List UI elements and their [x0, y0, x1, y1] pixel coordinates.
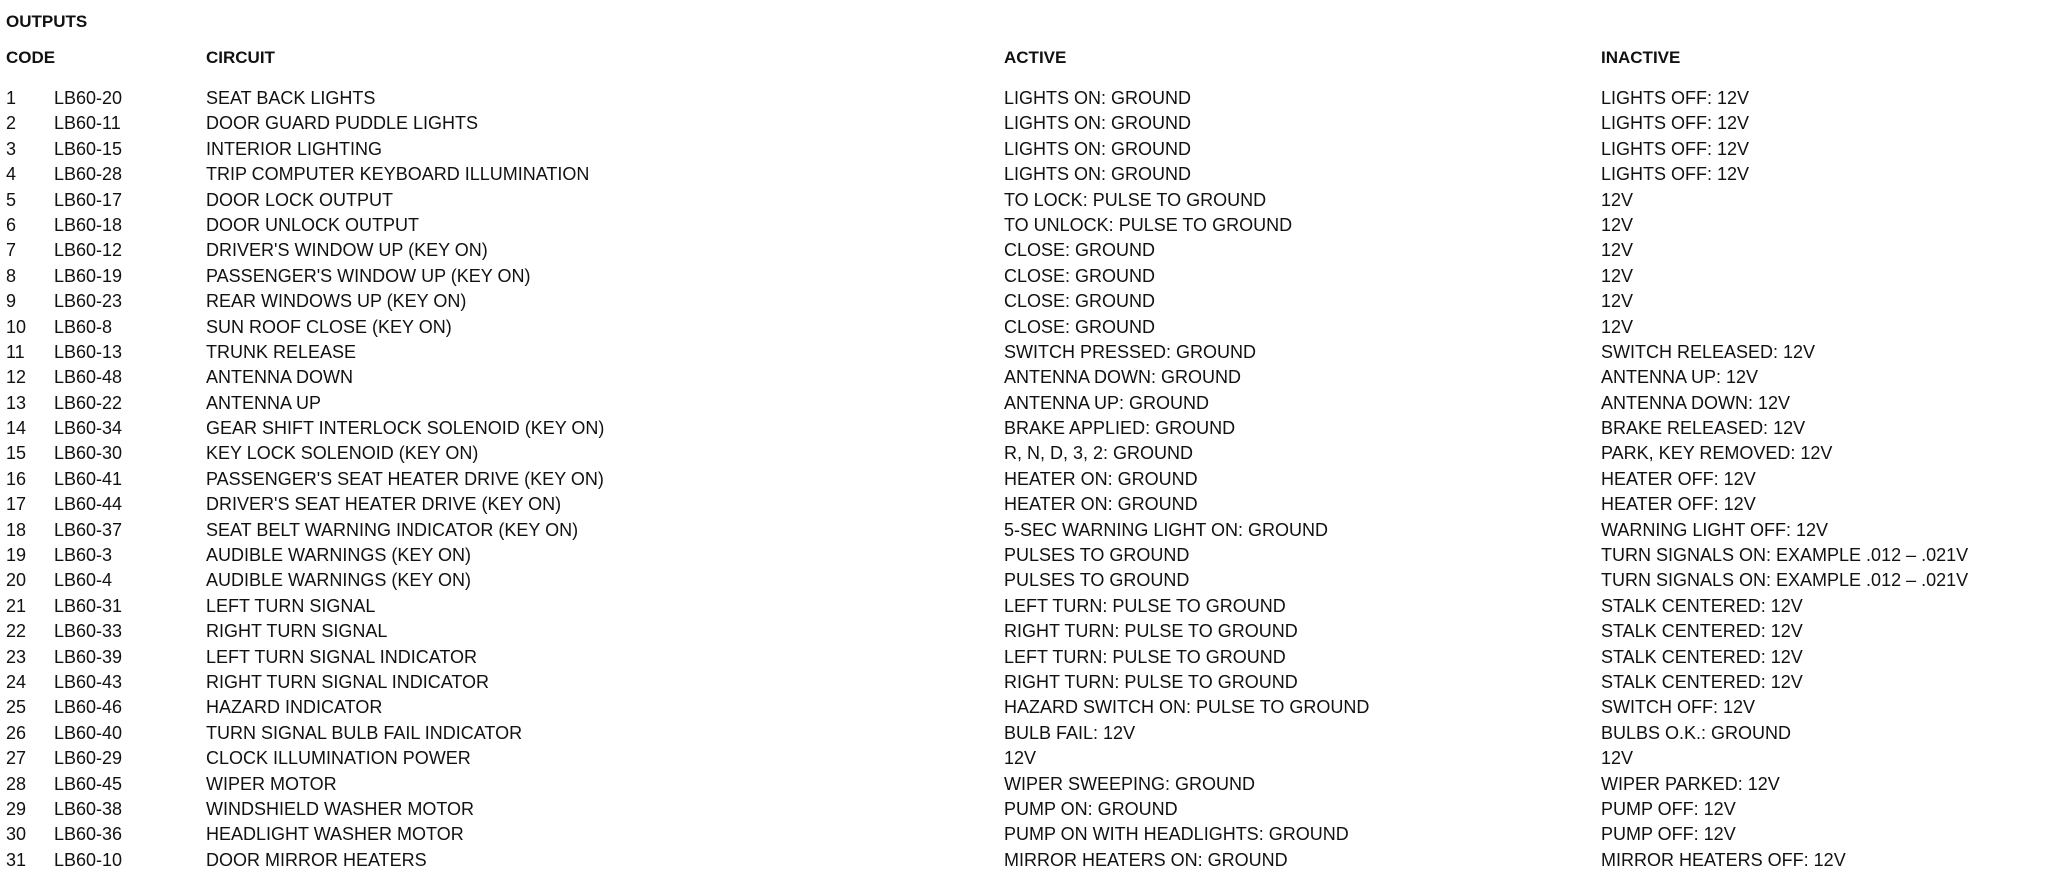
row-code: LB60-39 [54, 646, 123, 667]
row-circuit: HEADLIGHT WASHER MOTOR [206, 824, 464, 845]
table-row [0, 441, 2050, 466]
section-title: OUTPUTS [6, 12, 88, 31]
row-number: 13 [6, 392, 27, 413]
row-code: LB60-34 [54, 418, 123, 439]
row-number: 26 [6, 722, 27, 743]
row-circuit: WIPER MOTOR [206, 773, 337, 794]
row-active-state: BRAKE APPLIED: GROUND [1004, 418, 1236, 439]
table-row [0, 162, 2050, 187]
row-active-state: HEATER ON: GROUND [1004, 494, 1198, 515]
table-row [0, 340, 2050, 365]
row-active-state: TO UNLOCK: PULSE TO GROUND [1004, 214, 1293, 235]
row-code: LB60-41 [54, 468, 123, 489]
table-row [0, 645, 2050, 670]
table-row [0, 619, 2050, 644]
row-code: LB60-37 [54, 519, 123, 540]
row-code: LB60-22 [54, 392, 123, 413]
row-number: 17 [6, 494, 27, 515]
row-active-state: ANTENNA UP: GROUND [1004, 392, 1210, 413]
row-code: LB60-12 [54, 240, 123, 261]
row-active-state: CLOSE: GROUND [1004, 265, 1156, 286]
row-circuit: INTERIOR LIGHTING [206, 138, 383, 159]
row-code: LB60-36 [54, 824, 123, 845]
row-code: LB60-38 [54, 798, 123, 819]
row-active-state: TO LOCK: PULSE TO GROUND [1004, 189, 1267, 210]
row-inactive-state: LIGHTS OFF: 12V [1601, 138, 1750, 159]
row-active-state: PULSES TO GROUND [1004, 545, 1190, 566]
row-code: LB60-43 [54, 671, 123, 692]
row-inactive-state: PUMP OFF: 12V [1601, 824, 1736, 845]
row-circuit: SUN ROOF CLOSE (KEY ON) [206, 316, 452, 337]
table-row [0, 568, 2050, 593]
row-circuit: TRIP COMPUTER KEYBOARD ILLUMINATION [206, 164, 590, 185]
row-number: 5 [6, 189, 17, 210]
table-row [0, 238, 2050, 263]
row-number: 21 [6, 595, 27, 616]
row-active-state: HEATER ON: GROUND [1004, 468, 1198, 489]
row-circuit: PASSENGER'S SEAT HEATER DRIVE (KEY ON) [206, 468, 604, 489]
row-number: 1 [6, 88, 17, 108]
row-active-state: RIGHT TURN: PULSE TO GROUND [1004, 621, 1298, 642]
row-number: 11 [6, 341, 25, 362]
row-active-state: PUMP ON WITH HEADLIGHTS: GROUND [1004, 824, 1349, 845]
table-row [0, 188, 2050, 213]
row-inactive-state: WARNING LIGHT OFF: 12V [1601, 519, 1829, 540]
row-code: LB60-33 [54, 621, 123, 642]
row-code: LB60-15 [54, 138, 123, 159]
row-circuit: ANTENNA DOWN [206, 367, 354, 388]
row-active-state: 5-SEC WARNING LIGHT ON: GROUND [1004, 519, 1329, 540]
row-number: 10 [6, 316, 27, 337]
row-number: 30 [6, 824, 27, 845]
row-inactive-state: HEATER OFF: 12V [1601, 494, 1756, 515]
row-active-state: PUMP ON: GROUND [1004, 798, 1178, 819]
row-circuit: DRIVER'S WINDOW UP (KEY ON) [206, 240, 488, 261]
row-code: LB60-29 [54, 748, 123, 769]
row-circuit: HAZARD INDICATOR [206, 697, 383, 718]
row-inactive-state: BRAKE RELEASED: 12V [1601, 418, 1806, 439]
row-active-state: LEFT TURN: PULSE TO GROUND [1004, 595, 1286, 616]
row-circuit: PASSENGER'S WINDOW UP (KEY ON) [206, 265, 531, 286]
row-circuit: DOOR LOCK OUTPUT [206, 189, 394, 210]
row-code: LB60-30 [54, 443, 123, 464]
row-code: LB60-46 [54, 697, 123, 718]
row-circuit: DOOR GUARD PUDDLE LIGHTS [206, 113, 479, 134]
row-active-state: MIRROR HEATERS ON: GROUND [1004, 849, 1288, 870]
table-row [0, 772, 2050, 797]
row-inactive-state: PARK, KEY REMOVED: 12V [1601, 443, 1833, 464]
column-header-circuit: CIRCUIT [206, 48, 275, 67]
table-row [0, 594, 2050, 619]
row-inactive-state: 12V [1601, 240, 1634, 261]
row-number: 20 [6, 570, 27, 591]
row-code: LB60-40 [54, 722, 123, 743]
row-circuit: LEFT TURN SIGNAL [206, 595, 376, 616]
row-circuit: ANTENNA UP [206, 392, 322, 413]
row-inactive-state: SWITCH OFF: 12V [1601, 697, 1756, 718]
table-row [0, 416, 2050, 441]
row-number: 31 [6, 849, 27, 870]
row-inactive-state: SWITCH RELEASED: 12V [1601, 341, 1816, 362]
table-row [0, 391, 2050, 416]
row-circuit: DOOR MIRROR HEATERS [206, 849, 427, 870]
row-circuit: LEFT TURN SIGNAL INDICATOR [206, 646, 478, 667]
row-number: 14 [6, 418, 27, 439]
row-circuit: DOOR UNLOCK OUTPUT [206, 214, 420, 235]
row-inactive-state: PUMP OFF: 12V [1601, 798, 1736, 819]
row-number: 25 [6, 697, 27, 718]
row-inactive-state: WIPER PARKED: 12V [1601, 773, 1780, 794]
row-circuit: RIGHT TURN SIGNAL [206, 621, 388, 642]
row-active-state: LIGHTS ON: GROUND [1004, 88, 1192, 108]
row-active-state: LIGHTS ON: GROUND [1004, 138, 1192, 159]
row-number: 23 [6, 646, 27, 667]
row-number: 22 [6, 621, 27, 642]
column-header-active: ACTIVE [1004, 48, 1067, 67]
row-inactive-state: ANTENNA DOWN: 12V [1601, 392, 1791, 413]
row-circuit: GEAR SHIFT INTERLOCK SOLENOID (KEY ON) [206, 418, 605, 439]
row-code: LB60-23 [54, 291, 123, 312]
row-code: LB60-48 [54, 367, 123, 388]
row-circuit: WINDSHIELD WASHER MOTOR [206, 798, 475, 819]
row-inactive-state: STALK CENTERED: 12V [1601, 595, 1803, 616]
row-circuit: SEAT BACK LIGHTS [206, 88, 376, 108]
row-inactive-state: 12V [1601, 265, 1634, 286]
table-row [0, 365, 2050, 390]
row-circuit: AUDIBLE WARNINGS (KEY ON) [206, 545, 472, 566]
row-number: 8 [6, 265, 17, 286]
row-number: 28 [6, 773, 27, 794]
row-code: LB60-19 [54, 265, 123, 286]
row-active-state: RIGHT TURN: PULSE TO GROUND [1004, 671, 1298, 692]
table-row [0, 670, 2050, 695]
table-row [0, 721, 2050, 746]
table-row [0, 543, 2050, 568]
row-code: LB60-20 [54, 88, 123, 108]
row-number: 7 [6, 240, 17, 261]
table-row [0, 822, 2050, 847]
row-circuit: TURN SIGNAL BULB FAIL INDICATOR [206, 722, 523, 743]
row-circuit: REAR WINDOWS UP (KEY ON) [206, 291, 467, 312]
row-inactive-state: BULBS O.K.: GROUND [1601, 722, 1792, 743]
row-number: 2 [6, 113, 17, 134]
row-code: LB60-13 [54, 341, 123, 362]
row-code: LB60-31 [54, 595, 123, 616]
row-number: 15 [6, 443, 27, 464]
row-inactive-state: 12V [1601, 291, 1634, 312]
row-inactive-state: MIRROR HEATERS OFF: 12V [1601, 849, 1846, 870]
row-active-state: LIGHTS ON: GROUND [1004, 164, 1192, 185]
table-row [0, 137, 2050, 162]
row-active-state: ANTENNA DOWN: GROUND [1004, 367, 1242, 388]
row-active-state: CLOSE: GROUND [1004, 316, 1156, 337]
column-header-code: CODE [6, 48, 56, 67]
row-inactive-state: 12V [1601, 316, 1634, 337]
row-number: 27 [6, 748, 27, 769]
row-number: 18 [6, 519, 27, 540]
table-row [0, 86, 2050, 111]
row-inactive-state: TURN SIGNALS ON: EXAMPLE .012 – .021V [1601, 570, 1969, 591]
row-inactive-state: LIGHTS OFF: 12V [1601, 113, 1750, 134]
row-code: LB60-17 [54, 189, 123, 210]
row-active-state: 12V [1004, 748, 1037, 769]
table-row [0, 213, 2050, 238]
row-active-state: LIGHTS ON: GROUND [1004, 113, 1192, 134]
row-code: LB60-44 [54, 494, 123, 515]
row-inactive-state: TURN SIGNALS ON: EXAMPLE .012 – .021V [1601, 545, 1969, 566]
row-active-state: CLOSE: GROUND [1004, 291, 1156, 312]
row-circuit: CLOCK ILLUMINATION POWER [206, 748, 471, 769]
row-code: LB60-3 [54, 545, 113, 566]
row-circuit: TRUNK RELEASE [206, 341, 357, 362]
column-header-inactive: INACTIVE [1601, 48, 1681, 67]
table-row [0, 111, 2050, 136]
row-circuit: SEAT BELT WARNING INDICATOR (KEY ON) [206, 519, 579, 540]
table-row [0, 467, 2050, 492]
row-number: 19 [6, 545, 27, 566]
table-row [0, 492, 2050, 517]
row-active-state: CLOSE: GROUND [1004, 240, 1156, 261]
row-inactive-state: HEATER OFF: 12V [1601, 468, 1756, 489]
row-inactive-state: LIGHTS OFF: 12V [1601, 88, 1750, 108]
table-row [0, 695, 2050, 720]
row-code: LB60-10 [54, 849, 123, 870]
row-number: 29 [6, 798, 27, 819]
row-active-state: BULB FAIL: 12V [1004, 722, 1136, 743]
row-inactive-state: ANTENNA UP: 12V [1601, 367, 1759, 388]
table-row [0, 264, 2050, 289]
table-row [0, 289, 2050, 314]
row-number: 6 [6, 214, 17, 235]
row-active-state: WIPER SWEEPING: GROUND [1004, 773, 1256, 794]
row-circuit: DRIVER'S SEAT HEATER DRIVE (KEY ON) [206, 494, 562, 515]
row-code: LB60-11 [54, 113, 121, 134]
outputs-table [0, 86, 2050, 873]
row-inactive-state: STALK CENTERED: 12V [1601, 621, 1803, 642]
row-active-state: R, N, D, 3, 2: GROUND [1004, 443, 1194, 464]
row-code: LB60-45 [54, 773, 123, 794]
table-row [0, 315, 2050, 340]
row-active-state: PULSES TO GROUND [1004, 570, 1190, 591]
table-row [0, 797, 2050, 822]
row-inactive-state: STALK CENTERED: 12V [1601, 646, 1803, 667]
table-row [0, 518, 2050, 543]
row-inactive-state: 12V [1601, 189, 1634, 210]
row-number: 9 [6, 291, 17, 312]
row-inactive-state: 12V [1601, 748, 1634, 769]
row-circuit: AUDIBLE WARNINGS (KEY ON) [206, 570, 472, 591]
row-inactive-state: LIGHTS OFF: 12V [1601, 164, 1750, 185]
row-active-state: SWITCH PRESSED: GROUND [1004, 341, 1257, 362]
row-code: LB60-4 [54, 570, 113, 591]
row-code: LB60-28 [54, 164, 123, 185]
row-number: 12 [6, 367, 27, 388]
row-active-state: HAZARD SWITCH ON: PULSE TO GROUND [1004, 697, 1370, 718]
row-code: LB60-8 [54, 316, 113, 337]
row-active-state: LEFT TURN: PULSE TO GROUND [1004, 646, 1286, 667]
row-number: 16 [6, 468, 27, 489]
row-number: 24 [6, 671, 27, 692]
row-inactive-state: STALK CENTERED: 12V [1601, 671, 1803, 692]
row-number: 3 [6, 138, 17, 159]
row-number: 4 [6, 164, 17, 185]
row-circuit: KEY LOCK SOLENOID (KEY ON) [206, 443, 479, 464]
table-row [0, 746, 2050, 771]
row-circuit: RIGHT TURN SIGNAL INDICATOR [206, 671, 490, 692]
row-inactive-state: 12V [1601, 214, 1634, 235]
row-code: LB60-18 [54, 214, 123, 235]
table-row [0, 848, 2050, 873]
